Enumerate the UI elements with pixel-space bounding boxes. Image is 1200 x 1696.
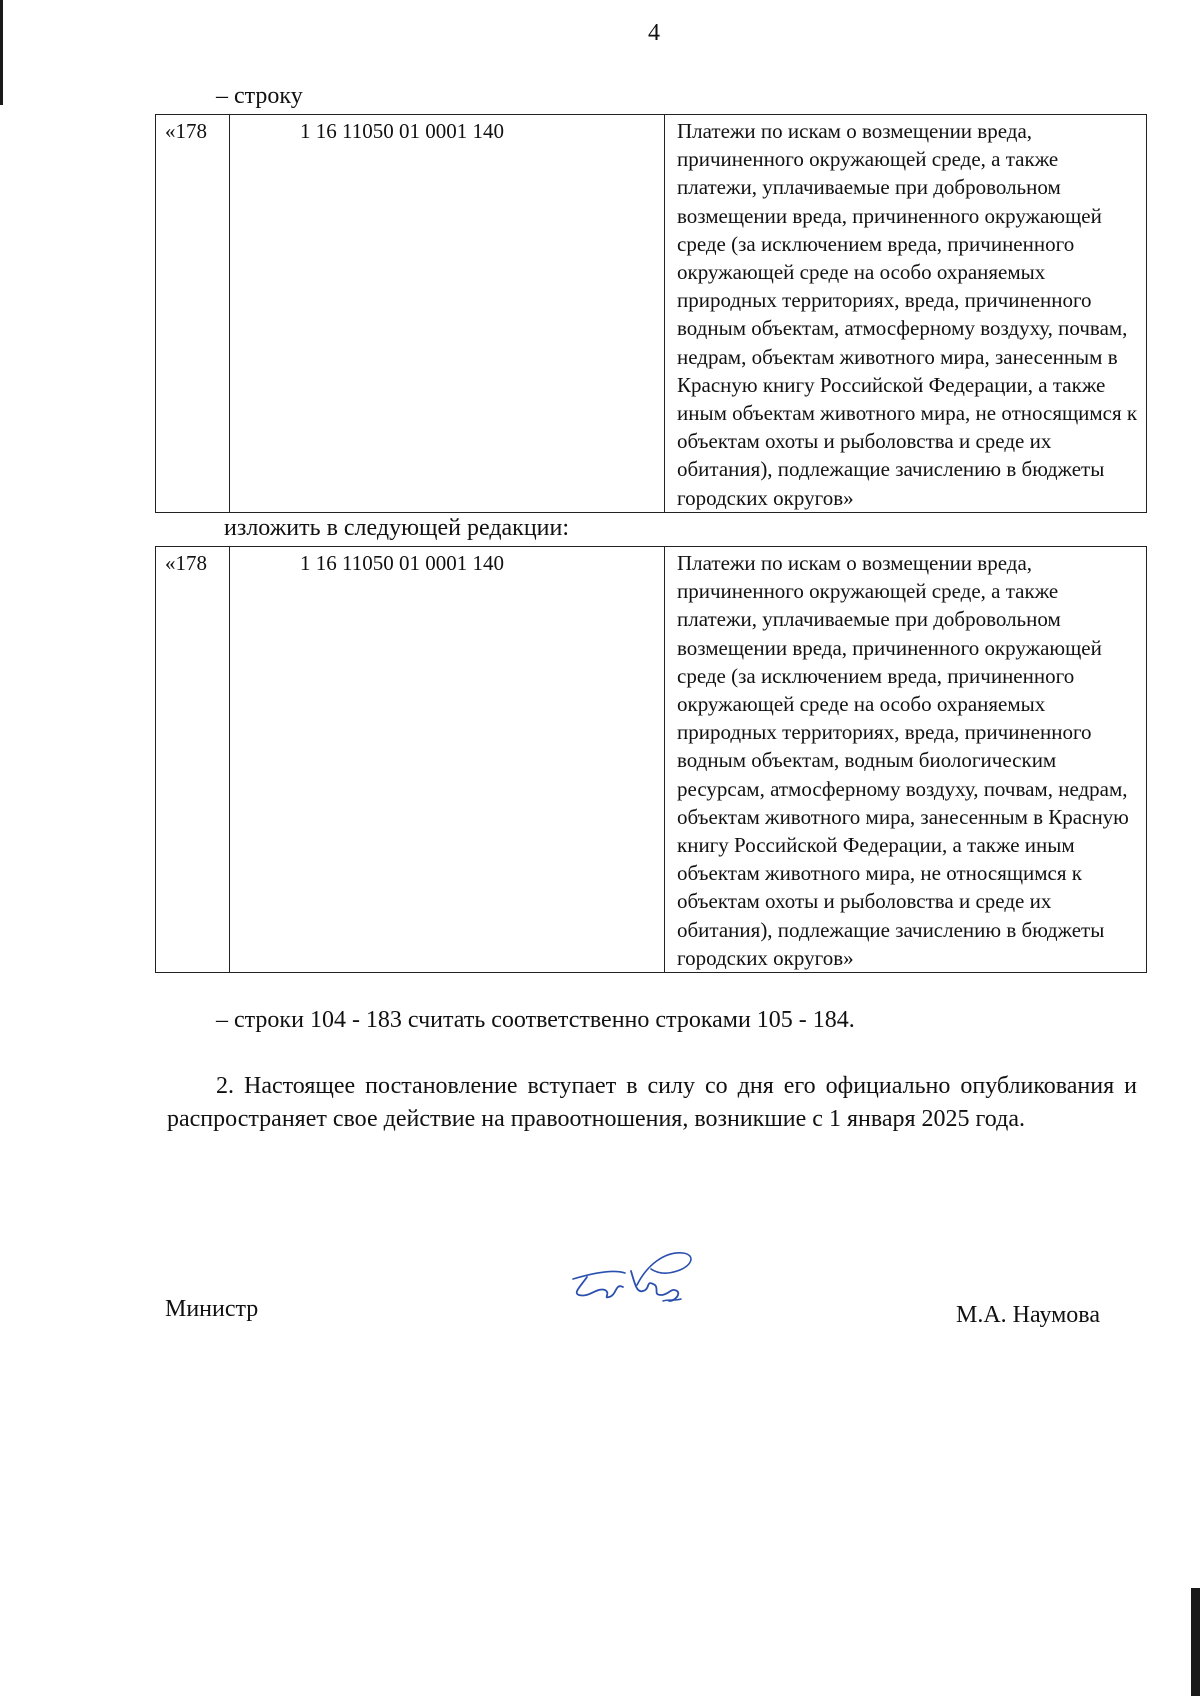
table-row <box>156 115 1147 513</box>
old-row-table <box>155 114 1147 513</box>
handwritten-signature <box>565 1245 705 1317</box>
intro-new-row: изложить в следующей редакции: <box>224 515 570 541</box>
row-description: Платежи по искам о возмещении вреда, причиненного окружающей среде, а также платежи, уплачиваемые при добровольном возмещении вреда, причиненного окружающей среде (за исключением вреда, причиненного окружающей среде на особо охраняемых природных территориях, вреда, причиненного водным объектам, атмосферному воздуху, почвам, недрам, объектам животного мира, занесенным в Красную книгу Российской Федерации, а также иным объектам животного мира, не относящимся к объектам охоты и рыболовства и среде их обитания), подлежащие зачислению в бюджеты городских округов» <box>665 115 1147 513</box>
signatory-name: М.А. Наумова <box>956 1302 1100 1328</box>
scan-edge-mark-bottom-right <box>1191 1588 1200 1696</box>
budget-code: 1 16 11050 01 0001 140 <box>230 115 665 513</box>
row-number: «178 <box>156 547 230 973</box>
clause-2: 2. Настоящее постановление вступает в силу со дня его официально опубликования и распространяет свое действие на правоотношения, возникшие с 1 января 2025 года. <box>167 1073 1137 1132</box>
budget-code: 1 16 11050 01 0001 140 <box>230 547 665 973</box>
table-row <box>156 547 1147 973</box>
row-description: Платежи по искам о возмещении вреда, причиненного окружающей среде, а также платежи, уплачиваемые при добровольном возмещении вреда, причиненного окружающей среде (за исключением вреда, причиненного окружающей среде на особо охраняемых природных территориях, вреда, причиненного водным объектам, водным биологическим ресурсам, атмосферному воздуху, почвам, недрам, объектам животного мира, занесенным в Красную книгу Российской Федерации, а также иным объектам животного мира, не относящимся к объектам охоты и рыболовства и среде их обитания), подлежащие зачислению в бюджеты городских округов» <box>665 547 1147 973</box>
intro-old-row: – строку <box>216 83 303 109</box>
scan-edge-mark-top-left <box>0 0 3 105</box>
new-row-table <box>155 546 1147 973</box>
page-number: 4 <box>648 20 660 46</box>
signature-title: Министр <box>165 1296 259 1322</box>
row-number: «178 <box>156 115 230 513</box>
renumber-note: – строки 104 - 183 считать соответственно строками 105 - 184. <box>216 1007 855 1033</box>
